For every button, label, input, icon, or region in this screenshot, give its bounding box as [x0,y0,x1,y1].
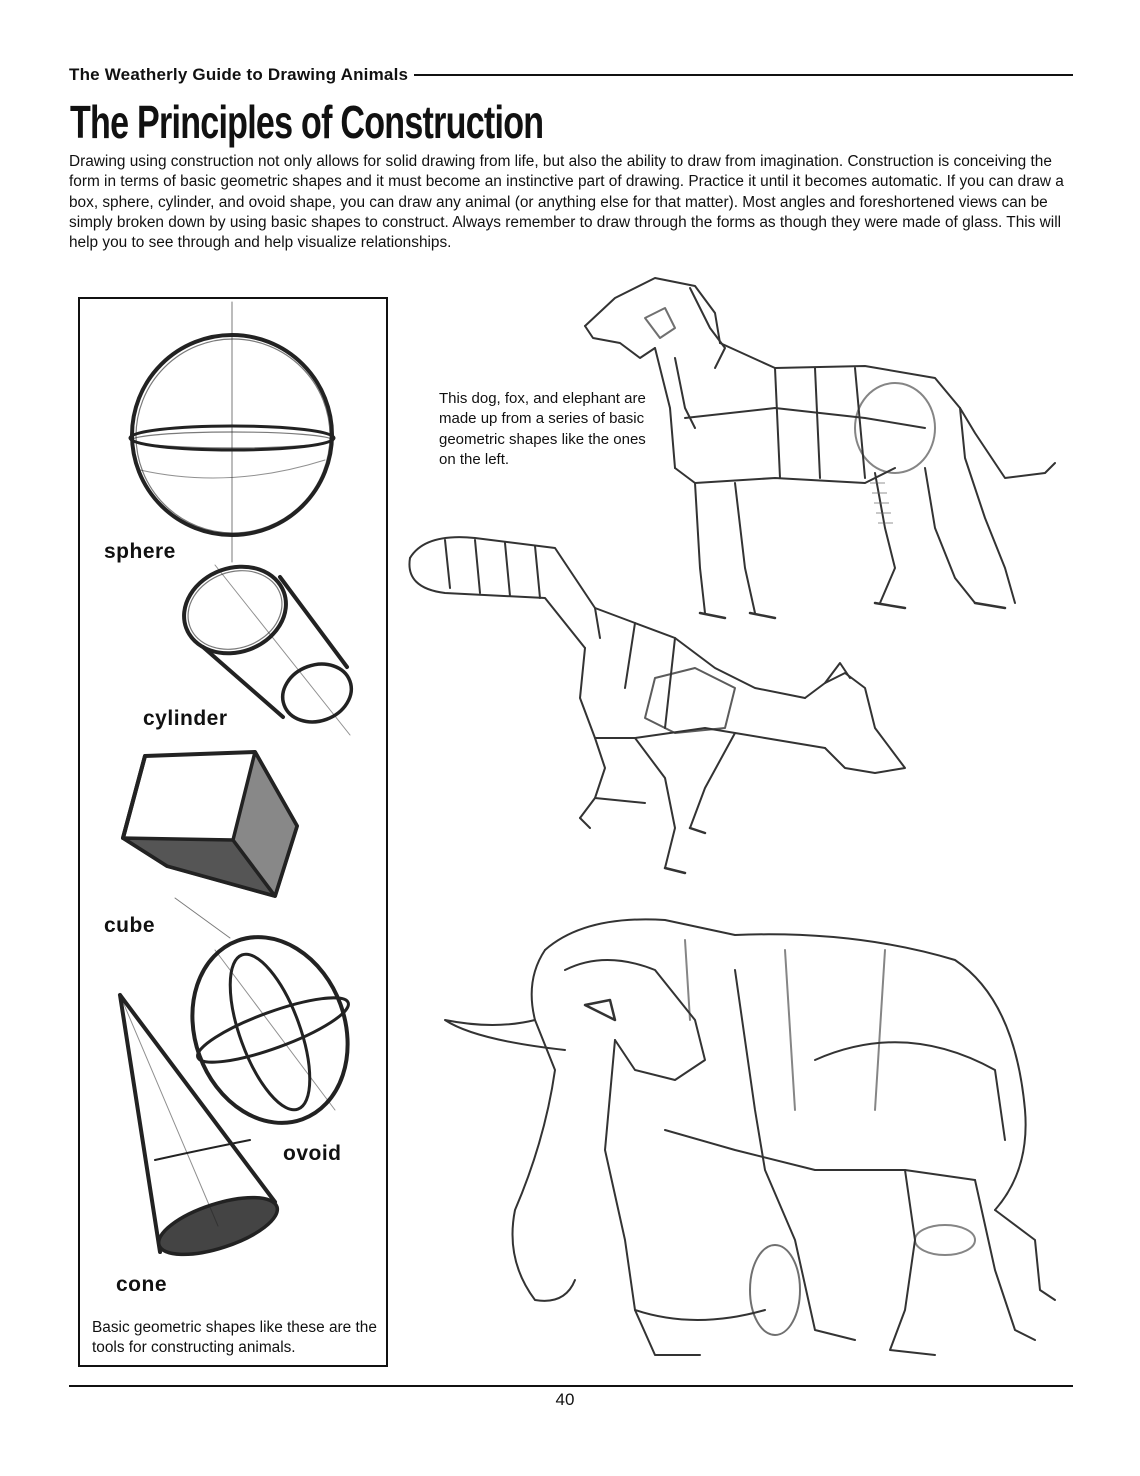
ovoid-label: ovoid [283,1142,342,1165]
cube-label: cube [104,914,156,937]
intro-paragraph: Drawing using construction not only allows for solid drawing from life, but also the ability to draw from imagination. Construction is conceiving the form in terms of basic geometric shapes and it must become an instinctive part of drawing. Practice it until it becomes automatic. If you can draw a box, sphere, cylinder, and ovoid shape, you can draw any animal (or anything else for that matter). Most angles and foreshortened views can be simply broken down by using basic shapes to construct. Always remember to draw through the forms as though they were made of glass. This will help you to see through and help visualize relationships. [69,153,1064,252]
shapes-caption: Basic geometric shapes like these are the tools for constructing animals. [92,1319,377,1356]
header-rule [414,74,1073,76]
sphere-sketch [120,300,350,570]
sphere-label: sphere [104,540,176,563]
animals-note: This dog, fox, and elephant are made up from a series of basic geometric shapes like the ones on the left. [439,390,646,468]
page-number: 40 [555,1390,575,1409]
elephant-sketch [435,910,1060,1365]
running-header [69,64,1073,86]
book-title: The Weatherly Guide to Drawing Animals [69,65,409,84]
cone-sketch [110,990,290,1270]
cylinder-label: cylinder [143,707,228,730]
page-title: The Principles of Construction [70,96,544,148]
footer-rule [69,1385,1073,1387]
cone-label: cone [116,1273,168,1296]
fox-sketch [405,528,915,893]
